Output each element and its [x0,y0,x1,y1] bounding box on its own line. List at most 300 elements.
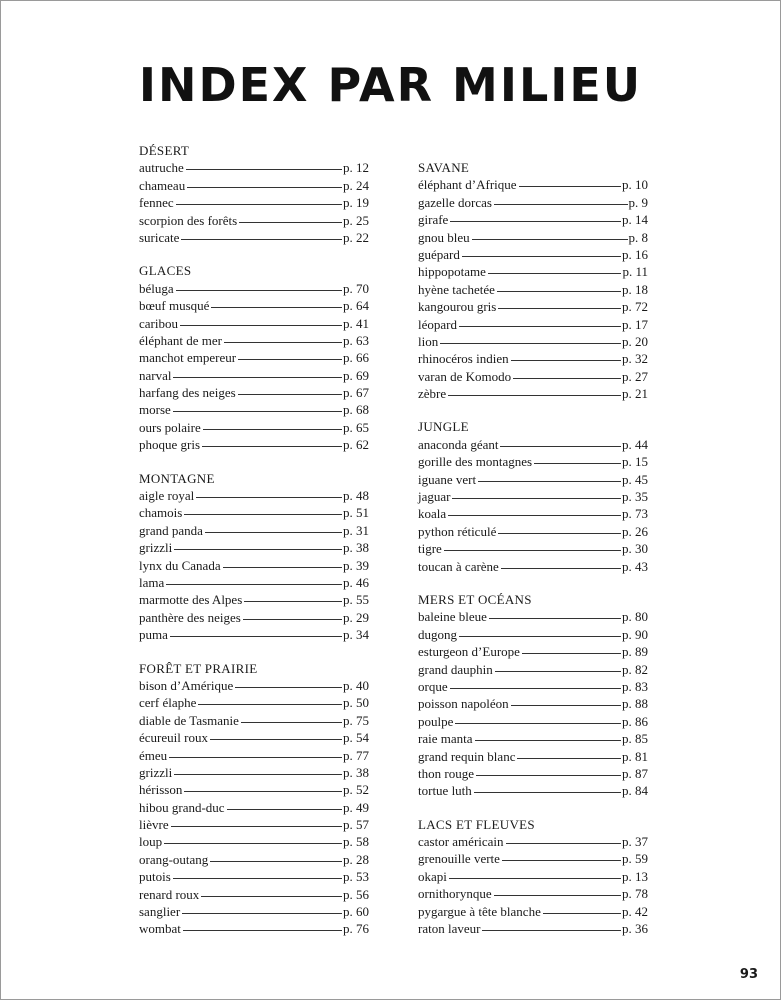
entry-name: grand panda [139,522,203,538]
index-entry [418,713,648,730]
entry-name: morse [139,402,171,418]
section-heading: MERS ET OCÉANS [418,591,532,607]
entry-name: chamois [139,505,183,521]
index-entry [139,764,369,781]
entry-name: panthère des neiges [139,609,241,625]
index-entry [418,229,648,246]
index-entry [139,591,369,608]
leader-line [448,395,621,396]
entry-page: p. 81 [622,748,648,764]
index-entry [418,661,648,678]
index-section [139,142,369,246]
leader-line [238,359,342,360]
index-entry [139,194,369,211]
index-entry [418,540,648,557]
entry-page: p. 34 [343,627,369,643]
leader-line [440,343,621,344]
entry-name: émeu [139,747,168,763]
entry-page: p. 19 [343,195,369,211]
leader-line [166,584,342,585]
right-column [418,159,648,953]
leader-line [459,326,621,327]
entry-name: varan de Komodo [418,368,512,384]
entry-name: scorpion des forêts [139,212,238,228]
index-entry [139,799,369,816]
index-section [139,660,369,938]
leader-line [182,913,342,914]
leader-line [181,239,342,240]
index-entry [139,177,369,194]
index-entry [418,608,648,625]
entry-name: rhinocéros indien [418,351,509,367]
index-section [418,418,648,575]
index-entry [139,747,369,764]
index-entry [139,384,369,401]
entry-page: p. 82 [622,661,648,677]
entry-name: grizzli [139,764,173,780]
entry-page: p. 50 [343,695,369,711]
index-section [418,159,648,402]
entry-page: p. 20 [622,333,648,349]
leader-line [244,601,342,602]
index-entry [139,694,369,711]
entry-name: esturgeon d’Europe [418,644,520,660]
entry-page: p. 88 [622,696,648,712]
entry-page: p. 55 [343,592,369,608]
leader-line [482,930,621,931]
section-heading: MONTAGNE [139,470,215,486]
index-entry [418,281,648,298]
entry-page: p. 37 [622,834,648,850]
index-entry [139,522,369,539]
leader-line [462,256,621,257]
entry-page: p. 45 [622,471,648,487]
index-entry [418,903,648,920]
entry-name: caribou [139,315,178,331]
entry-name: diable de Tasmanie [139,712,239,728]
leader-line [497,291,621,292]
entry-name: zèbre [418,386,447,402]
leader-line [476,775,621,776]
leader-line [450,688,621,689]
index-entry [418,920,648,937]
entry-page: p. 72 [622,299,648,315]
entry-page: p. 18 [622,281,648,297]
index-entry [418,678,648,695]
entry-page: p. 27 [622,368,648,384]
entry-name: koala [418,506,447,522]
leader-line [475,740,622,741]
index-entry [139,280,369,297]
entry-name: bison d’Amérique [139,677,234,693]
entry-name: hyène tachetée [418,281,495,297]
index-entry [418,194,648,211]
entry-page: p. 8 [628,229,648,245]
index-entry [418,246,648,263]
index-entry [139,868,369,885]
entry-page: p. 70 [343,280,369,296]
index-entry [418,782,648,799]
entry-page: p. 10 [622,177,648,193]
entry-name: bœuf musqué [139,298,210,314]
leader-line [201,896,342,897]
leader-line [164,843,342,844]
entry-name: gazelle dorcas [418,194,492,210]
index-entry [139,297,369,314]
index-entry [418,368,648,385]
entry-name: python réticulé [418,523,497,539]
index-entry [418,626,648,643]
leader-line [210,739,342,740]
leader-line [517,758,621,759]
entry-page: p. 39 [343,557,369,573]
index-entry [418,316,648,333]
entry-page: p. 17 [622,316,648,332]
index-entry [418,350,648,367]
section-heading: JUNGLE [418,419,469,435]
index-entry [139,833,369,850]
index-section [139,262,369,453]
entry-name: grenouille verte [418,851,500,867]
index-entry [418,695,648,712]
index-entry [418,488,648,505]
entry-name: lama [139,574,165,590]
entry-name: écureuil roux [139,730,208,746]
entry-name: orang-outang [139,851,209,867]
leader-line [498,533,621,534]
entry-name: fennec [139,195,174,211]
leader-line [478,481,621,482]
index-entry [139,781,369,798]
entry-name: kangourou gris [418,299,497,315]
entry-name: poisson napoléon [418,696,509,712]
entry-page: p. 21 [622,386,648,402]
index-entry [418,765,648,782]
index-entry [418,505,648,522]
entry-page: p. 38 [343,764,369,780]
entry-page: p. 22 [343,229,369,245]
index-entry [418,730,648,747]
entry-page: p. 41 [343,315,369,331]
section-heading: DÉSERT [139,143,190,158]
leader-line [511,705,621,706]
leader-line [183,930,342,931]
leader-line [235,687,342,688]
entry-name: thon rouge [418,765,474,781]
leader-line [203,429,342,430]
index-entry [139,920,369,937]
entry-name: renard roux [139,886,200,902]
index-entry [139,609,369,626]
leader-line [472,239,628,240]
entry-name: lynx du Canada [139,557,221,573]
index-entry [418,385,648,402]
entry-page: p. 25 [343,212,369,228]
entry-name: toucan à carène [418,558,499,574]
index-section [139,470,369,644]
index-entry [139,816,369,833]
index-entry [139,903,369,920]
entry-page: p. 15 [622,454,648,470]
leader-line [184,791,342,792]
entry-page: p. 42 [622,903,648,919]
leader-line [184,514,342,515]
index-entry [139,159,369,176]
entry-name: iguane vert [418,471,477,487]
entry-page: p. 36 [622,921,648,937]
entry-name: suricate [139,229,180,245]
leader-line [450,221,621,222]
entry-page: p. 13 [622,868,648,884]
entry-name: tortue luth [418,783,472,799]
leader-line [176,290,342,291]
leader-line [173,878,342,879]
index-section [418,816,648,938]
leader-line [224,342,342,343]
leader-line [173,377,342,378]
leader-line [173,411,342,412]
leader-line [238,394,342,395]
entry-page: p. 35 [622,489,648,505]
entry-name: autruche [139,160,184,176]
page-title: INDEX PAR MILIEU [138,58,643,112]
index-entry [418,436,648,453]
entry-name: gorille des montagnes [418,454,533,470]
index-entry [139,677,369,694]
index-entry [139,851,369,868]
leader-line [522,653,621,654]
entry-name: marmotte des Alpes [139,592,243,608]
index-entry [139,229,369,246]
entry-page: p. 73 [622,506,648,522]
entry-name: narval [139,367,172,383]
entry-page: p. 38 [343,540,369,556]
leader-line [170,636,342,637]
entry-name: grand requin blanc [418,748,516,764]
entry-name: castor américain [418,834,504,850]
entry-page: p. 16 [622,246,648,262]
entry-name: éléphant de mer [139,332,223,348]
entry-name: béluga [139,280,174,296]
entry-name: poulpe [418,713,454,729]
entry-page: p. 31 [343,522,369,538]
leader-line [543,913,621,914]
entry-page: p. 90 [622,626,648,642]
index-entry [139,212,369,229]
leader-line [494,895,621,896]
entry-name: éléphant d’Afrique [418,177,517,193]
entry-page: p. 83 [622,678,648,694]
entry-page: p. 68 [343,402,369,418]
entry-page: p. 32 [622,351,648,367]
entry-page: p. 77 [343,747,369,763]
index-entry [139,367,369,384]
entry-name: baleine bleue [418,609,487,625]
entry-name: jaguar [418,489,451,505]
index-entry [418,850,648,867]
entry-name: tigre [418,541,442,557]
leader-line [186,169,342,170]
entry-name: harfang des neiges [139,385,236,401]
index-entry [418,748,648,765]
index-entry [418,333,648,350]
index-entry [139,712,369,729]
entry-name: manchot empereur [139,350,237,366]
entry-page: p. 66 [343,350,369,366]
leader-line [202,446,342,447]
index-entry [139,557,369,574]
entry-name: lièvre [139,817,169,833]
leader-line [227,809,342,810]
entry-name: okapi [418,868,447,884]
leader-line [174,774,342,775]
index-entry [139,401,369,418]
entry-name: anaconda géant [418,436,499,452]
page-number: 93 [739,967,758,982]
entry-name: chameau [139,177,186,193]
entry-name: léopard [418,316,457,332]
entry-page: p. 57 [343,817,369,833]
leader-line [459,636,621,637]
entry-name: ours polaire [139,419,201,435]
entry-page: p. 75 [343,712,369,728]
section-heading: SAVANE [418,160,470,175]
entry-name: loup [139,834,163,850]
entry-page: p. 59 [622,851,648,867]
leader-line [534,463,621,464]
leader-line [180,325,342,326]
entry-name: aigle royal [139,488,195,504]
index-entry [418,558,648,575]
entry-page: p. 62 [343,437,369,453]
index-entry [139,504,369,521]
leader-line [495,671,621,672]
index-entry [139,315,369,332]
index-entry [139,436,369,453]
entry-name: hibou grand-duc [139,799,225,815]
entry-name: hérisson [139,782,183,798]
index-entry [139,487,369,504]
left-column [139,142,369,954]
index-section [418,591,648,800]
entry-page: p. 84 [622,783,648,799]
entry-page: p. 80 [622,609,648,625]
entry-name: grizzli [139,540,173,556]
index-entry [418,868,648,885]
leader-line [519,186,621,187]
leader-line [187,187,342,188]
entry-page: p. 44 [622,436,648,452]
index-entry [418,263,648,280]
entry-page: p. 78 [622,886,648,902]
index-entry [139,574,369,591]
entry-page: p. 63 [343,332,369,348]
leader-line [494,204,628,205]
entry-name: cerf élaphe [139,695,197,711]
leader-line [489,618,621,619]
entry-page: p. 40 [343,677,369,693]
entry-page: p. 67 [343,385,369,401]
entry-page: p. 11 [622,264,648,280]
entry-name: ornithorynque [418,886,492,902]
index-entry [418,298,648,315]
index-entry [418,211,648,228]
entry-page: p. 29 [343,609,369,625]
entry-page: p. 64 [343,298,369,314]
section-heading: LACS ET FLEUVES [418,816,535,832]
entry-name: gnou bleu [418,229,470,245]
leader-line [223,567,342,568]
index-entry [139,729,369,746]
leader-line [455,723,621,724]
leader-line [239,222,342,223]
entry-page: p. 51 [343,505,369,521]
leader-line [210,861,342,862]
entry-name: phoque gris [139,437,201,453]
entry-name: lion [418,333,439,349]
index-entry [139,419,369,436]
index-entry [139,626,369,643]
leader-line [198,704,342,705]
leader-line [474,792,621,793]
entry-name: hippopotame [418,264,486,280]
leader-line [444,550,621,551]
index-entry [139,332,369,349]
entry-page: p. 89 [622,644,648,660]
index-entry [418,453,648,470]
entry-page: p. 65 [343,419,369,435]
entry-page: p. 53 [343,869,369,885]
entry-page: p. 24 [343,177,369,193]
entry-name: puma [139,627,168,643]
entry-name: grand dauphin [418,661,493,677]
leader-line [243,619,342,620]
leader-line [498,308,621,309]
leader-line [501,568,621,569]
entry-name: guépard [418,246,460,262]
index-entry [139,886,369,903]
entry-page: p. 49 [343,799,369,815]
leader-line [211,307,342,308]
entry-name: sanglier [139,904,181,920]
leader-line [452,498,621,499]
index-entry [418,885,648,902]
entry-name: dugong [418,626,457,642]
leader-line [196,497,342,498]
leader-line [176,204,342,205]
entry-page: p. 54 [343,730,369,746]
entry-page: p. 76 [343,921,369,937]
entry-page: p. 52 [343,782,369,798]
index-entry [139,349,369,366]
leader-line [502,860,621,861]
entry-page: p. 26 [622,523,648,539]
leader-line [500,446,621,447]
entry-page: p. 69 [343,367,369,383]
entry-page: p. 9 [628,194,648,210]
leader-line [488,273,622,274]
index-entry [418,176,648,193]
entry-page: p. 87 [622,765,648,781]
leader-line [513,378,621,379]
entry-name: wombat [139,921,181,937]
entry-page: p. 60 [343,904,369,920]
section-heading: GLACES [139,263,192,279]
entry-name: raton laveur [418,921,481,937]
entry-name: raie manta [418,731,473,747]
entry-page: p. 48 [343,488,369,504]
entry-name: girafe [418,212,449,228]
